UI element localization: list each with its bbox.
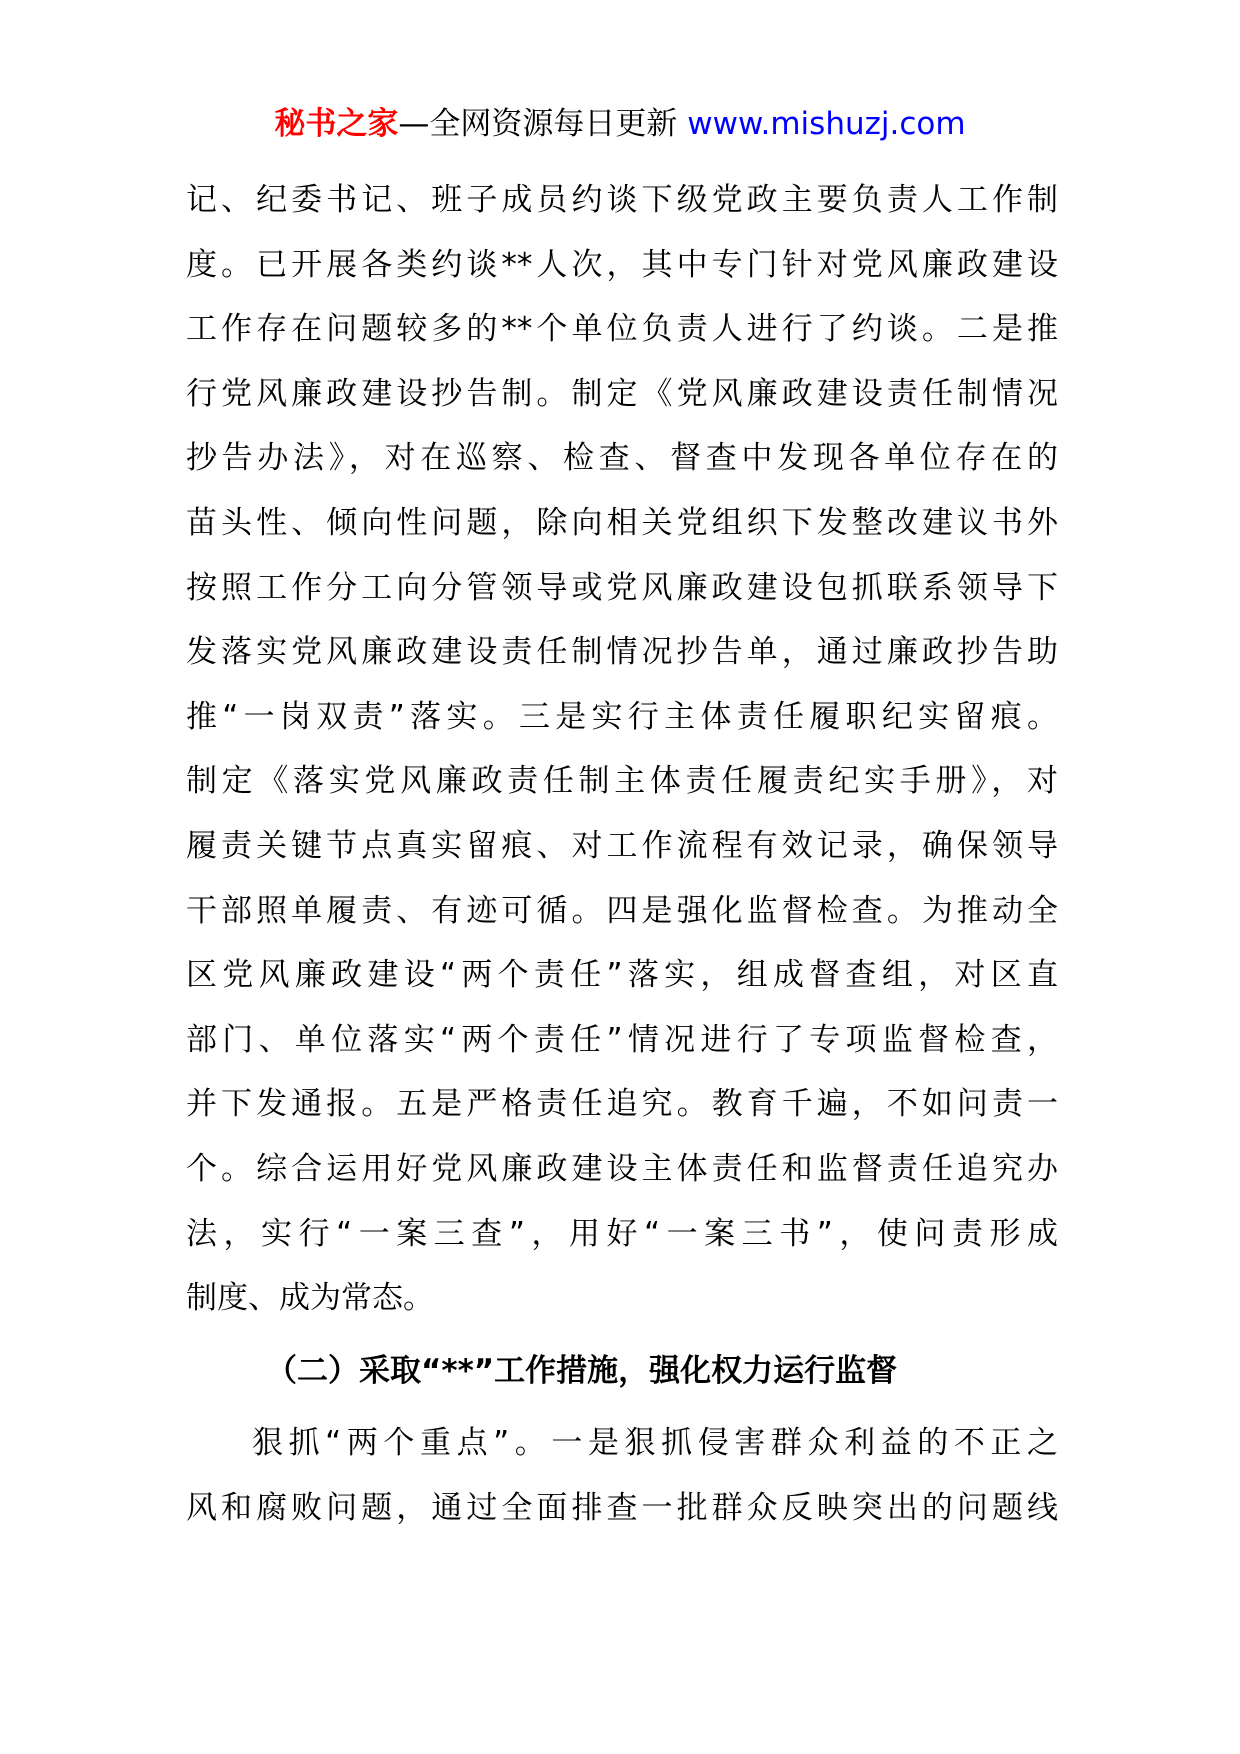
text-line: 制度、成为常态。: [186, 1280, 434, 1317]
text-line: 区党风廉政建设“两个责任”落实，组成督查组，对区直: [186, 957, 1058, 994]
text-line: 狠抓“两个重点”。一是狠抓侵害群众利益的不正之: [252, 1425, 1058, 1462]
text-line: 制定《落实党风廉政责任制主体责任履责纪实手册》，对: [186, 763, 1058, 800]
site-header: [0, 100, 1240, 148]
text-line: 个。综合运用好党风廉政建设主体责任和监督责任追究办: [186, 1150, 1058, 1187]
text-line: 部门、单位落实“两个责任”情况进行了专项监督检查，: [186, 1021, 1058, 1058]
site-url[interactable]: www.mishuzj.com: [687, 106, 966, 142]
section-heading: （二）采取“**”工作措施，强化权力运行监督: [266, 1352, 898, 1389]
text-line: 记、纪委书记、班子成员约谈下级党政主要负责人工作制: [186, 182, 1058, 218]
brand-name: 秘书之家: [274, 106, 399, 142]
text-line: 法，实行“一案三查”，用好“一案三书”，使问责形成: [186, 1215, 1058, 1252]
text-line: 行党风廉政建设抄告制。制定《党风廉政建设责任制情况: [186, 375, 1058, 412]
text-line: 度。已开展各类约谈**人次，其中专门针对党风廉政建设: [186, 246, 1058, 283]
text-line: 发落实党风廉政建设责任制情况抄告单，通过廉政抄告助: [186, 634, 1058, 671]
text-line: 工作存在问题较多的**个单位负责人进行了约谈。二是推: [186, 311, 1058, 348]
text-line: 干部照单履责、有迹可循。四是强化监督检查。为推动全: [186, 892, 1058, 929]
text-line: 并下发通报。五是严格责任追究。教育千遍，不如问责一: [186, 1086, 1058, 1123]
paragraph-2: [186, 1411, 1058, 1540]
header-slogan: —全网资源每日更新: [398, 106, 688, 142]
text-line: 苗头性、倾向性问题，除向相关党组织下发整改建议书外: [186, 504, 1058, 541]
text-line: 风和腐败问题，通过全面排查一批群众反映突出的问题线: [186, 1489, 1058, 1526]
document-body: [186, 168, 1058, 1540]
text-line: 推“一岗双责”落实。三是实行主体责任履职纪实留痕。: [186, 698, 1058, 735]
text-line: 按照工作分工向分管领导或党风廉政建设包抓联系领导下: [186, 569, 1058, 606]
paragraph-1: [186, 168, 1058, 1331]
text-line: 履责关键节点真实留痕、对工作流程有效记录，确保领导: [186, 827, 1058, 864]
text-line: 抄告办法》，对在巡察、检查、督查中发现各单位存在的: [186, 440, 1058, 477]
